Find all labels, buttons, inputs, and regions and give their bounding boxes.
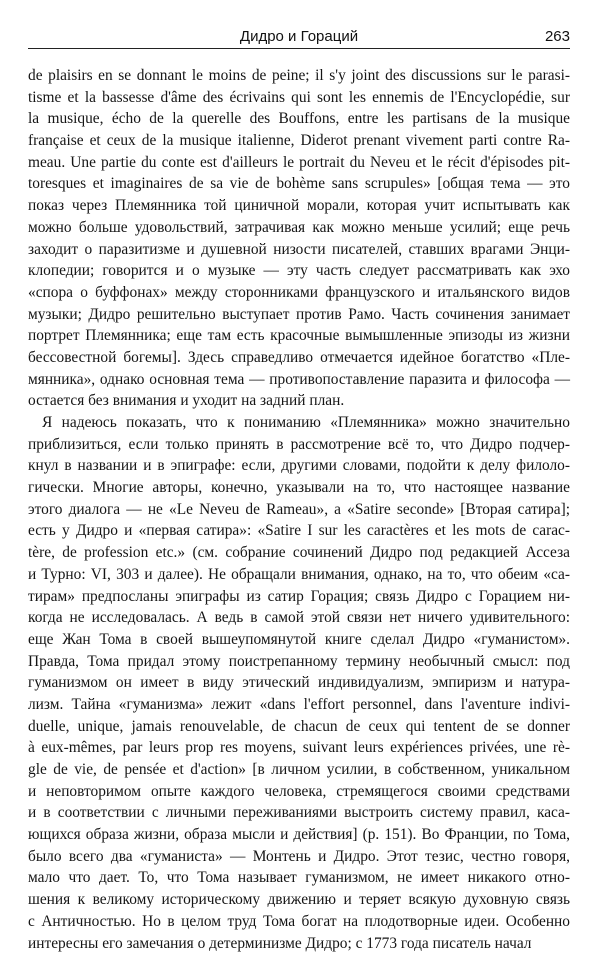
text-line: Правда, Тома придал этому поистрепанному термину необычный смысл: под: [28, 651, 570, 673]
text-line: ющихся образа жизни, образа мысли и действия] (р. 151). Во Франции, по Тома,: [28, 824, 570, 846]
text-line: еще Жан Тома в своей вышеупомянутой книге сделал Дидро «гуманистом».: [28, 629, 570, 651]
text-line: показ через Племянника той циничной морали, которая учит испытывать как: [28, 195, 570, 217]
text-line: и Турно: VI, 303 и далее). Не обращали внимания, однако, на то, что обеим «са-: [28, 564, 570, 586]
text-line: мянника», однако основная тема — противопоставление паразита и философа —: [28, 369, 570, 391]
text-line: gle de vie, de pensée et d'action» [в личном усилии, в собственном, уникальном: [28, 759, 570, 781]
paragraph: [28, 65, 570, 412]
text-line: когда не исследовалась. А ведь в самой этой связи нет ничего удивительного:: [28, 607, 570, 629]
text-line: можно больше удовольствий, затрачивая как можно меньше усилий; еще речь: [28, 217, 570, 239]
body-text: [28, 65, 570, 954]
text-line: клопедии; говорится и о музыке — эту часть следует рассматривать как эхо: [28, 260, 570, 282]
text-line: с Античностью. Но в целом труд Тома богат на плодотворные идеи. Особенно: [28, 911, 570, 933]
text-line: интересны его замечания о детерминизме Дидро; с 1773 года писатель начал: [28, 933, 570, 954]
text-line: meau. Une partie du conte est d'ailleurs le portrait du Neveu et le récit d'épisodes pit-: [28, 152, 570, 174]
text-line: Я надеюсь показать, что к пониманию «Племянника» можно значительно: [28, 412, 570, 434]
text-line: toresques et imaginaires de sa vie de bohème sans scrupules» [общая тема — это: [28, 173, 570, 195]
text-line: мало что дает. То, что Тома называет гуманизмом, не имеет никакого отно-: [28, 867, 570, 889]
text-line: было всего два «гуманиста» — Монтень и Дидро. Этот тезис, честно говоря,: [28, 846, 570, 868]
text-line: приблизиться, если только принять в рассмотрение всё то, что Дидро подчер-: [28, 434, 570, 456]
text-line: гически. Многие авторы, конечно, указывали на то, что настоящее название: [28, 477, 570, 499]
text-line: à eux-mêmes, par leurs prop res moyens, suivant leurs expériences privées, une rè-: [28, 737, 570, 759]
text-line: остается без внимания и уходит на задний план.: [28, 390, 570, 412]
paragraph: [28, 412, 570, 954]
text-line: française et ceux de la musique italienne, Diderot prenant vivement parti contre Ra-: [28, 130, 570, 152]
text-line: tère, de profession etc.» (см. собрание сочинений Дидро под редакцией Ассеза: [28, 542, 570, 564]
text-line: гуманизмом он имеет в виду этический индивидуализм, эмпиризм и натура-: [28, 672, 570, 694]
running-title: Дидро и Гораций: [28, 28, 570, 45]
text-line: «спора о буффонах» между сторонниками французского и итальянского видов: [28, 282, 570, 304]
text-line: этого диалога — не «Le Neveu de Rameau», а «Satire seconde» [Вторая сатира];: [28, 499, 570, 521]
text-line: tisme et la bassesse d'âme des écrivains qui sont les ennemis de l'Encyclopédie, sur: [28, 87, 570, 109]
text-line: портрет Племянника; еще там есть красочные вымышленные эпизоды из жизни: [28, 325, 570, 347]
text-line: la musique, écho de la querelle des Bouffons, entre les partisans de la musique: [28, 108, 570, 130]
text-line: кнул в названии и в эпиграфе: если, другими словами, подойти к делу филоло-: [28, 455, 570, 477]
text-line: есть у Дидро и «первая сатира»: «Satire I sur les caractères et les mots de carac-: [28, 520, 570, 542]
running-head: [28, 18, 570, 49]
text-line: и в соответствии с личными переживаниями выстроить систему правил, каса-: [28, 802, 570, 824]
page-number: 263: [545, 28, 570, 45]
text-line: музыки; Дидро решительно выступает против Рамо. Часть сочинения занимает: [28, 304, 570, 326]
text-line: шения к великому историческому движению и теряет всякую духовную связь: [28, 889, 570, 911]
text-line: duelle, unique, jamais renouvelable, de chacun de ceux qui tentent de se donner: [28, 716, 570, 738]
text-line: de plaisirs en se donnant le moins de peine; il s'y joint des discussions sur le parasi-: [28, 65, 570, 87]
text-line: заходит о паразитизме и душевной низости писателей, ставших врагами Энци-: [28, 239, 570, 261]
text-line: лизм. Тайна «гуманизма» лежит «dans l'effort personnel, dans l'aventure indivi-: [28, 694, 570, 716]
text-line: и неповторимом опыте каждого человека, стремящегося своими средствами: [28, 781, 570, 803]
text-line: бессовестной богемы]. Здесь справедливо отмечается идейное богатство «Пле-: [28, 347, 570, 369]
text-line: тирам» предпосланы эпиграфы из сатир Горация; связь Дидро с Горацием ни-: [28, 586, 570, 608]
